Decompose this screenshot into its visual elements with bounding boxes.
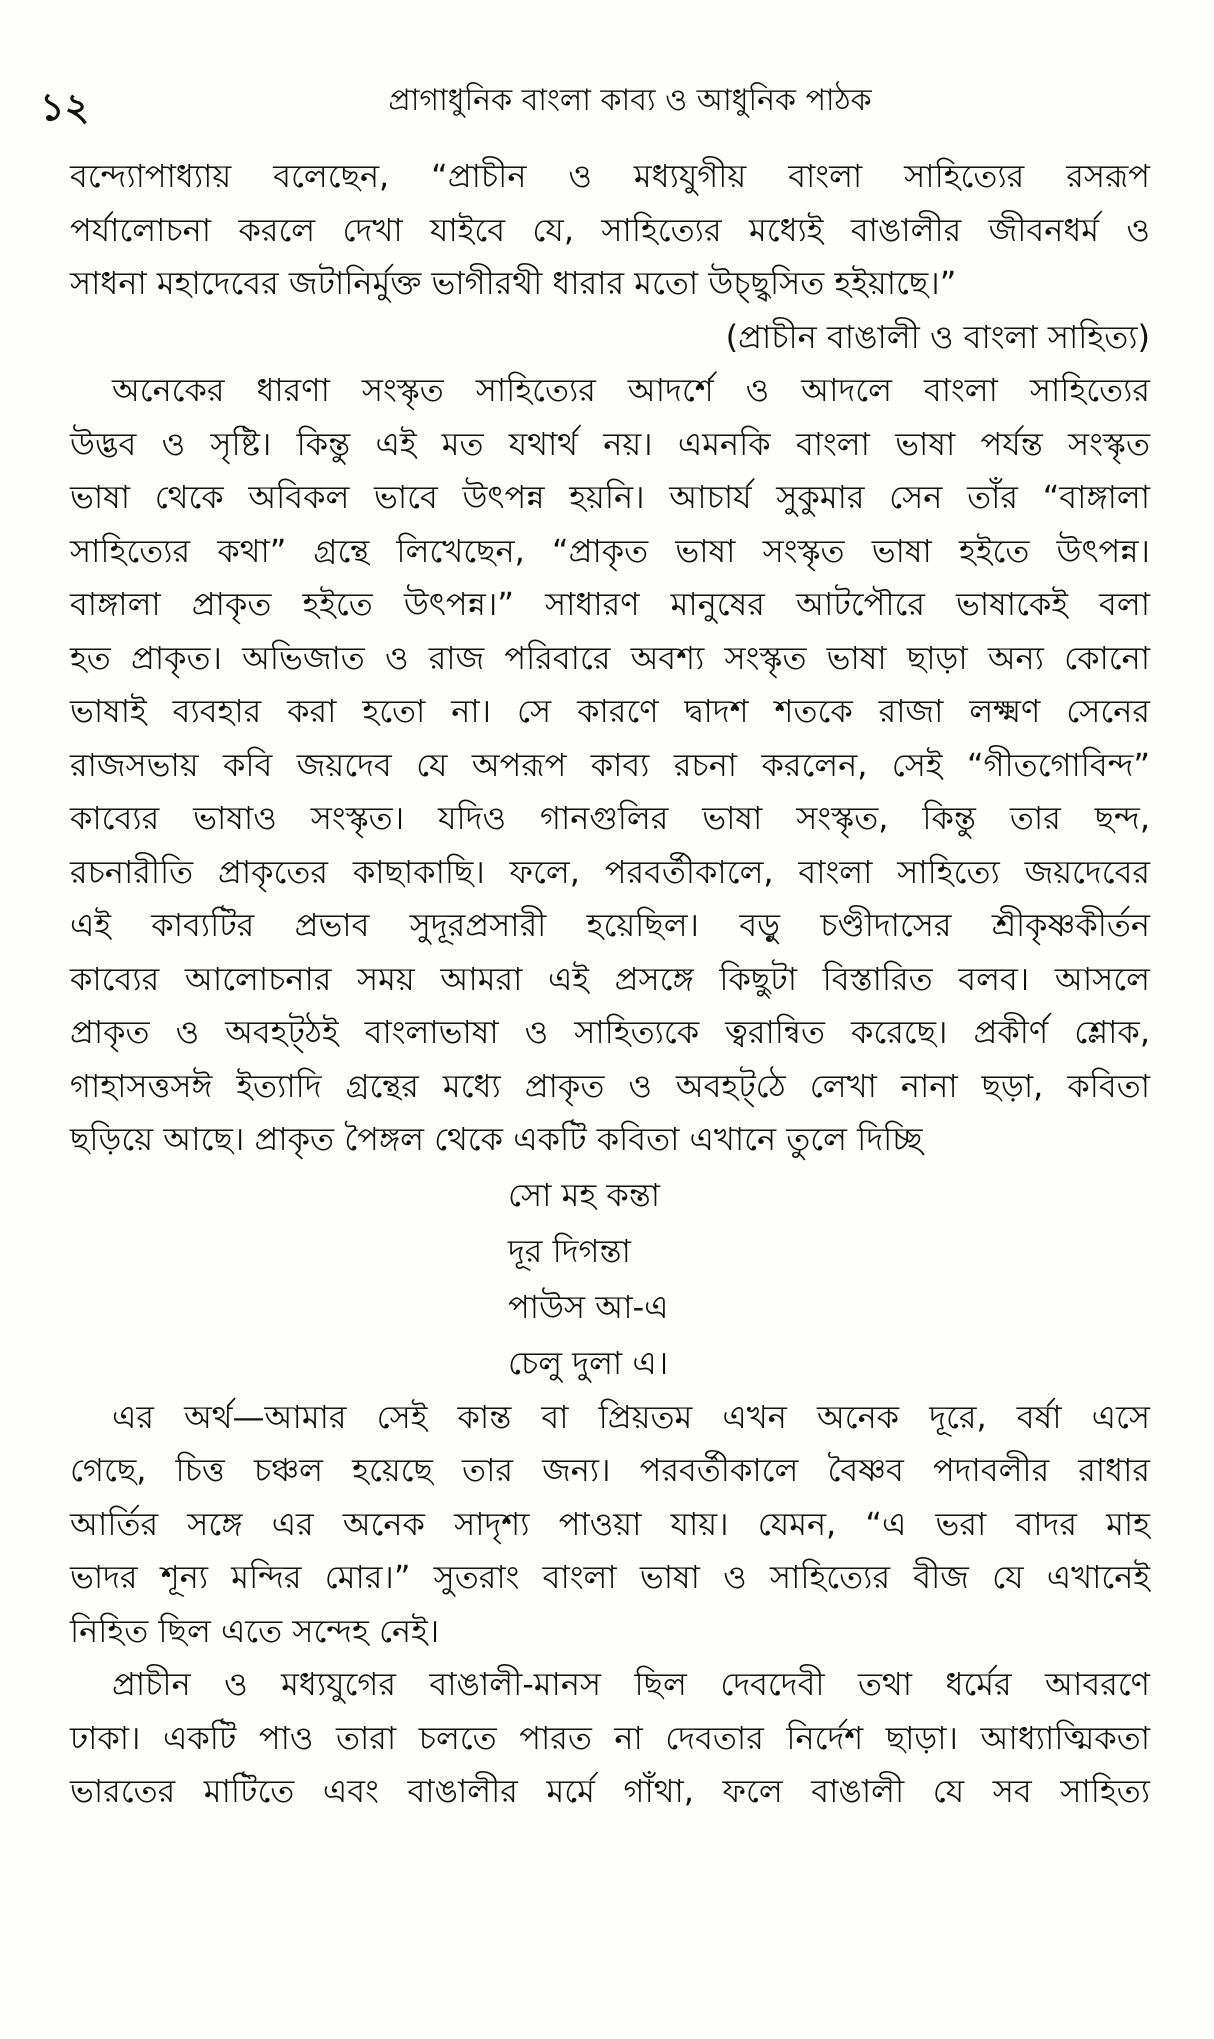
text-line: কাব্যের ভাষাও সংস্কৃত। যদিও গানগুলির ভাষা সংস্কৃত, কিন্তু তার ছন্দ,	[70, 799, 1150, 837]
text-line: ভাষাই ব্যবহার করা হতো না। সে কারণে দ্বাদশ শতকে রাজা লক্ষ্মণ সেনের	[70, 692, 1150, 730]
text-line: নিহিত ছিল এতে সন্দেহ নেই।	[70, 1611, 440, 1650]
text-line: প্রাকৃত ও অবহট্‌ঠই বাংলাভাষা ও সাহিত্যকে ত্বরান্বিত করেছে। প্রকীর্ণ শ্লোক,	[70, 1013, 1150, 1051]
text-line: ভারতের মাটিতে এবং বাঙালীর মর্মে গাঁথা, ফলে বাঙালী যে সব সাহিত্য	[70, 1772, 1150, 1810]
citation: (প্রাচীন বাঙালী ও বাংলা সাহিত্য)	[725, 317, 1150, 356]
text-line: রাজসভায় কবি জয়দেব যে অপরূপ কাব্য রচনা করলেন, সেই “গীতগোবিন্দ”	[70, 745, 1150, 784]
text-line: পর্যালোচনা করলে দেখা যাইবে যে, সাহিত্যের মধ্যেই বাঙালীর জীবনধর্ম ও	[70, 210, 1150, 249]
text-line: ভাদর শূন্য মন্দির মোর।” সুতরাং বাংলা ভাষা ও সাহিত্যের বীজ যে এখানেই	[70, 1558, 1150, 1596]
text-line: এর অর্থ—আমার সেই কান্ত বা প্রিয়তম এখন অনেক দূরে, বর্ষা এসে	[112, 1397, 1150, 1436]
text-line: হত প্রাকৃত। অভিজাত ও রাজ পরিবারে অবশ্য সংস্কৃত ভাষা ছাড়া অন্য কোনো	[70, 638, 1150, 677]
verse-line: সো মহ কন্তা	[508, 1175, 661, 1214]
text-line: বন্দ্যোপাধ্যায় বলেছেন, “প্রাচীন ও মধ্যযুগীয় বাংলা সাহিত্যের রসরূপ	[70, 157, 1150, 195]
running-title: প্রাগাধুনিক বাংলা কাব্য ও আধুনিক পাঠক	[388, 83, 872, 118]
text-line: ভাষা থেকে অবিকল ভাবে উৎপন্ন হয়নি। আচার্য সুকুমার সেন তাঁর “বাঙ্গালা	[70, 478, 1150, 516]
verse-line: চেলু দুলা এ।	[508, 1343, 669, 1382]
page-number: ১২	[40, 85, 90, 129]
text-line: গেছে, চিত্ত চঞ্চল হয়েছে তার জন্য। পরবর্তীকালে বৈষ্ণব পদাবলীর রাধার	[70, 1451, 1150, 1489]
text-line: রচনারীতি প্রাকৃতের কাছাকাছি। ফলে, পরবর্তীকালে, বাংলা সাহিত্যে জয়দেবের	[70, 852, 1150, 891]
text-line: প্রাচীন ও মধ্যযুগের বাঙালী-মানস ছিল দেবদেবী তথা ধর্মের আবরণে	[112, 1665, 1150, 1703]
verse-line: পাউস আ-এ	[508, 1287, 669, 1326]
text-line: ঢাকা। একটি পাও তারা চলতে পারত না দেবতার নির্দেশ ছাড়া। আধ্যাত্মিকতা	[70, 1718, 1150, 1757]
text-line: সাধনা মহাদেবের জটানির্মুক্ত ভাগীরথী ধারার মতো উচ্ছ্বসিত হইয়াছে।”	[70, 264, 957, 302]
text-line: সাহিত্যের কথা” গ্রন্থে লিখেছেন, “প্রাকৃত ভাষা সংস্কৃত ভাষা হইতে উৎপন্ন।	[70, 531, 1150, 570]
text-line: উদ্ভব ও সৃষ্টি। কিন্তু এই মত যথার্থ নয়। এমনকি বাংলা ভাষা পর্যন্ত সংস্কৃত	[70, 424, 1150, 463]
text-line: ছড়িয়ে আছে। প্রাকৃত পৈঙ্গল থেকে একটি কবিতা এখানে তুলে দিচ্ছি	[70, 1120, 923, 1158]
text-line: এই কাব্যটির প্রভাব সুদূরপ্রসারী হয়েছিল। বড়ু চণ্ডীদাসের শ্রীকৃষ্ণকীর্তন	[70, 906, 1150, 944]
text-line: কাব্যের আলোচনার সময় আমরা এই প্রসঙ্গে কিছুটা বিস্তারিত বলব। আসলে	[70, 959, 1150, 998]
text-line: বাঙ্গালা প্রাকৃত হইতে উৎপন্ন।” সাধারণ মানুষের আটপৌরে ভাষাকেই বলা	[70, 585, 1150, 623]
text-line: আর্তির সঙ্গে এর অনেক সাদৃশ্য পাওয়া যায়। যেমন, “এ ভরা বাদর মাহ	[70, 1504, 1150, 1543]
body-text	[70, 150, 1150, 1819]
page-header	[40, 70, 1160, 130]
text-line: অনেকের ধারণা সংস্কৃত সাহিত্যের আদর্শে ও আদলে বাংলা সাহিত্যের	[112, 371, 1150, 409]
verse-line: দূর দিগন্তা	[508, 1231, 631, 1270]
text-line: গাহাসত্তসঈ ইত্যাদি গ্রন্থের মধ্যে প্রাকৃত ও অবহট্‌ঠে লেখা নানা ছড়া, কবিতা	[70, 1066, 1150, 1105]
